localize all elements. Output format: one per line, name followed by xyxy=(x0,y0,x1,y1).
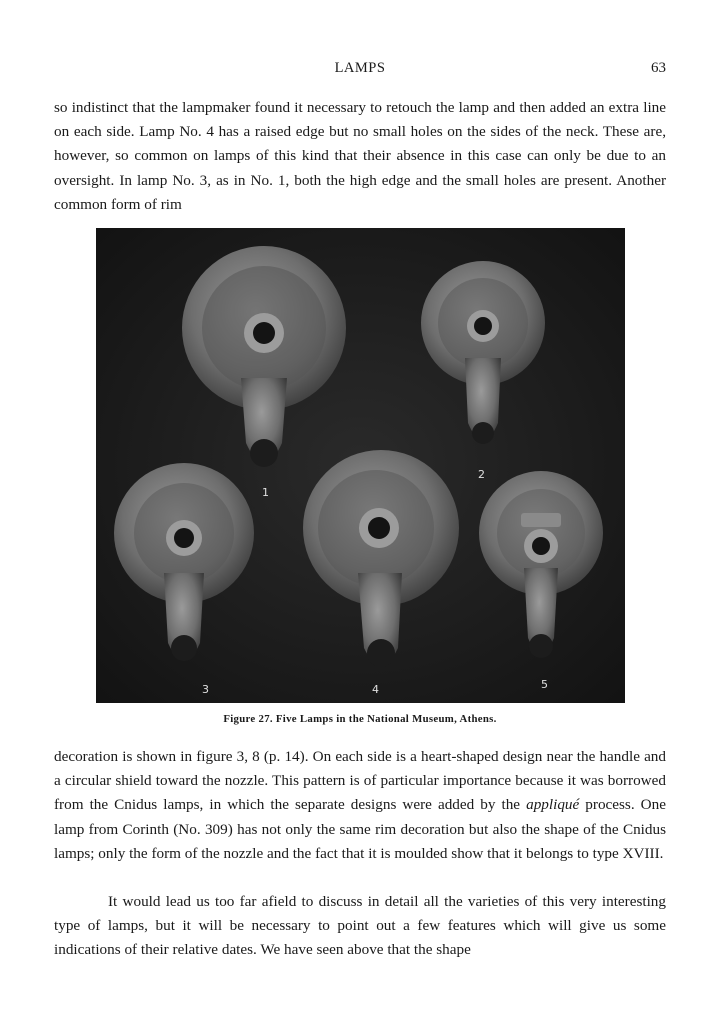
lamp-label-2: 2 xyxy=(478,468,485,481)
italic-term: appliqué xyxy=(526,796,580,814)
lamp-label-4: 4 xyxy=(372,683,379,696)
paragraph-2-part-1: decoration is shown in figure 3, 8 (p. 14). On each side is a heart-shaped design near the handle and a circular shield toward the nozzle. This pattern is of particular importance because it was borrowed from the Cnidus lamps, in which the separate designs were added by the xyxy=(54,748,666,814)
paragraph-2 xyxy=(54,745,666,866)
running-title: LAMPS xyxy=(334,60,386,76)
paragraph-2-part-2: process. One lamp from Corinth (No. 309) has not only the same rim decoration but also the shape of the Cnidus lamps; only the form of the nozzle and the fact that it is moulded show that it belongs to type XVIII. xyxy=(54,796,666,862)
lamp-label-1: 1 xyxy=(262,486,269,499)
figure-photograph xyxy=(96,228,625,703)
figure-caption: Figure 27. Five Lamps in the National Museum, Athens. xyxy=(223,713,497,725)
lamp-label-5: 5 xyxy=(541,678,548,691)
paragraph-1: so indistinct that the lampmaker found it necessary to retouch the lamp and then added an extra line on each side. Lamp No. 4 has a raised edge but no small holes on the sides of the neck. These are, however, so common on lamps of this kind that their absence in this case can only be due to an oversight. In lamp No. 3, as in No. 1, both the high edge and the small holes are present. Another common form of rim xyxy=(54,99,666,213)
lamps-photo xyxy=(96,228,625,703)
paragraph-3: It would lead us too far afield to discuss in detail all the varieties of this very interesting type of lamps, but it will be necessary to point out a few features which will give us some indications of their relative dates. We have seen above that the shape xyxy=(54,893,666,959)
page-header xyxy=(54,60,666,82)
page-number: 63 xyxy=(651,60,666,76)
lamp-label-3: 3 xyxy=(202,683,209,696)
